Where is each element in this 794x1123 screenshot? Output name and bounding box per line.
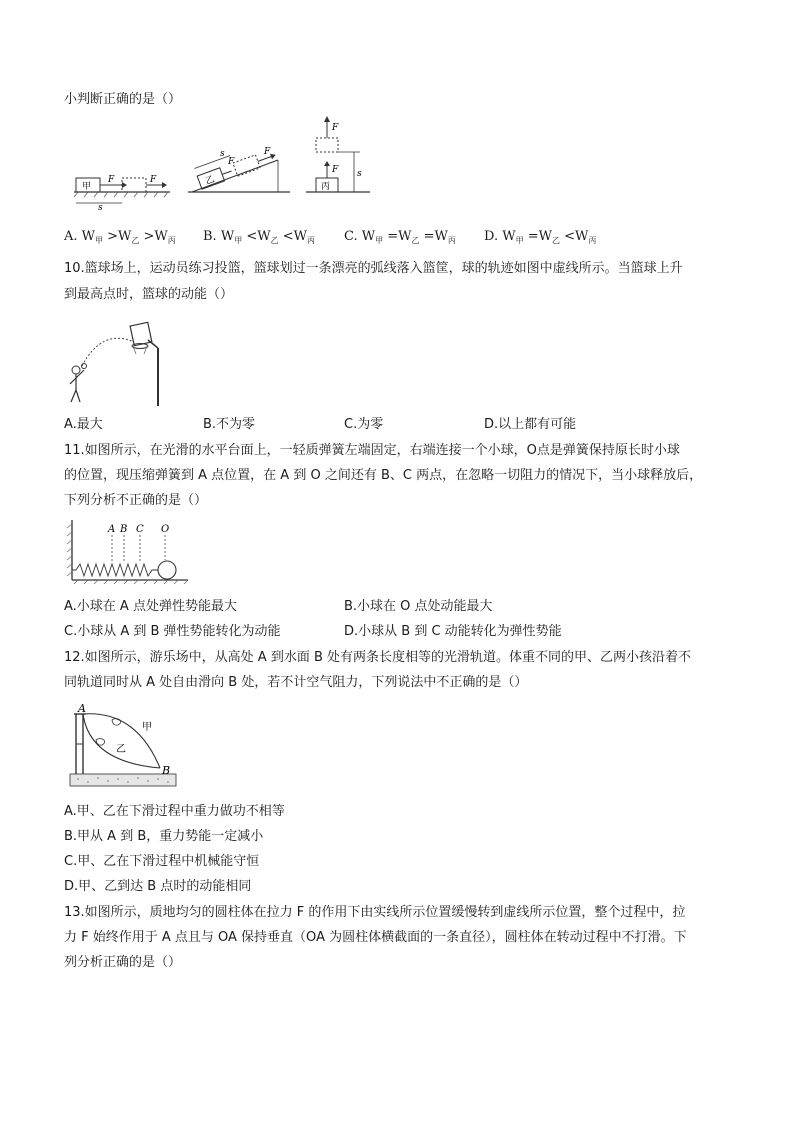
q9-option-d-sub2: 乙 bbox=[551, 236, 560, 245]
q9-fig-label-F2: F bbox=[150, 175, 157, 185]
q9-option-b-prefix: B. W bbox=[203, 229, 235, 244]
q11-option-a[interactable]: A.小球在 A 点处弹性势能最大 bbox=[64, 599, 237, 614]
q12-option-c[interactable]: C.甲、乙在下滑过程中机械能守恒 bbox=[64, 854, 260, 869]
q12-fig-label-yi: 乙 bbox=[116, 744, 126, 755]
q10-option-a[interactable]: A.最大 bbox=[64, 417, 103, 432]
q9-option-b-op1: <W bbox=[242, 229, 271, 244]
q9-option-a-sub2: 乙 bbox=[131, 236, 140, 245]
q11-stem-line2: 的位置，现压缩弹簧到 A 点位置，在 A 到 O 之间还有 B、C 两点，在忽略一切阻力的情况下，当小球释放后， bbox=[64, 468, 703, 483]
q11-figure-spring bbox=[64, 518, 194, 586]
q9-fig-label-s3: s bbox=[357, 169, 362, 179]
q9-fig-label-s1: s bbox=[98, 203, 103, 213]
q9-fig-label-F4: F bbox=[264, 147, 271, 157]
q12-stem-line1: 12.如图所示，游乐场中，从高处 A 到水面 B 处有两条长度相等的光滑轨道。体重不同的甲、乙两小孩沿着不 bbox=[64, 650, 692, 665]
q12-fig-label-B: B bbox=[162, 764, 171, 777]
q11-fig-label-O: O bbox=[161, 524, 170, 535]
q9-option-d-sub1: 甲 bbox=[515, 236, 524, 245]
q11-option-d[interactable]: D.小球从 B 到 C 动能转化为弹性势能 bbox=[344, 624, 562, 639]
q12-option-d[interactable]: D.甲、乙到达 B 点时的动能相同 bbox=[64, 879, 252, 894]
q9-fig-label-bing: 丙 bbox=[321, 182, 331, 192]
q9-fig-label-s2: s bbox=[220, 149, 225, 159]
q9-option-a[interactable] bbox=[64, 228, 176, 250]
q12-option-a[interactable]: A.甲、乙在下滑过程中重力做功不相等 bbox=[64, 804, 285, 819]
q9-option-c-sub2: 乙 bbox=[411, 236, 420, 245]
q11-stem-line3: 下列分析不正确的是（） bbox=[64, 493, 208, 508]
q9-option-c-sub1: 甲 bbox=[375, 236, 384, 245]
q11-fig-label-B: B bbox=[120, 524, 128, 535]
q9-option-a-op1: >W bbox=[103, 229, 132, 244]
q12-fig-label-jia: 甲 bbox=[142, 722, 152, 733]
q11-option-b[interactable]: B.小球在 O 点处动能最大 bbox=[344, 599, 493, 614]
q9-stem-tail: 小判断正确的是（） bbox=[64, 92, 182, 107]
q13-stem-line3: 列分析正确的是（） bbox=[64, 955, 182, 970]
q10-option-d[interactable]: D.以上都有可能 bbox=[484, 417, 577, 432]
q10-option-c[interactable]: C.为零 bbox=[344, 417, 384, 432]
q9-option-b-sub2: 乙 bbox=[270, 236, 279, 245]
q9-fig-label-jia: 甲 bbox=[82, 182, 92, 192]
q9-option-c-op1: =W bbox=[383, 229, 412, 244]
q9-option-c[interactable] bbox=[344, 228, 456, 250]
q9-option-d[interactable] bbox=[484, 228, 596, 250]
q9-fig-label-F5: F bbox=[332, 165, 339, 175]
q13-stem-line1: 13.如图所示，质地均匀的圆柱体在拉力 F 的作用下由实线所示位置缓慢转到虚线所示位置，整个过程中，拉 bbox=[64, 905, 686, 920]
q9-fig-label-F3: F bbox=[228, 157, 235, 167]
q9-option-c-op2: =W bbox=[419, 229, 448, 244]
q9-option-a-op2: >W bbox=[139, 229, 168, 244]
q9-fig-label-F1: F bbox=[108, 175, 115, 185]
q9-option-a-sub1: 甲 bbox=[95, 236, 104, 245]
q9-option-b-op2: <W bbox=[278, 229, 307, 244]
q9-option-d-op1: =W bbox=[523, 229, 552, 244]
q9-fig-label-F6: F bbox=[332, 123, 339, 133]
q12-stem-line2: 同轨道同时从 A 处自由滑向 B 处，若不计空气阻力，下列说法中不正确的是（） bbox=[64, 675, 528, 690]
q11-option-c[interactable]: C.小球从 A 到 B 弹性势能转化为动能 bbox=[64, 624, 281, 639]
q12-fig-label-A: A bbox=[78, 702, 86, 715]
q9-option-b[interactable] bbox=[203, 228, 315, 250]
q9-option-d-sub3: 丙 bbox=[588, 236, 597, 245]
q10-figure-basketball bbox=[62, 318, 172, 408]
q9-option-d-op2: <W bbox=[559, 229, 589, 244]
q11-stem-line1: 11.如图所示，在光滑的水平台面上，一轻质弹簧左端固定，右端连接一个小球，O点是弹簧保持原长时小球 bbox=[64, 443, 680, 458]
q10-stem-line2: 到最高点时，篮球的动能（） bbox=[64, 287, 234, 302]
q10-option-b[interactable]: B.不为零 bbox=[203, 417, 256, 432]
q11-fig-label-C: C bbox=[136, 524, 144, 535]
q9-option-c-prefix: C. W bbox=[344, 229, 376, 244]
q9-option-c-sub3: 丙 bbox=[447, 236, 456, 245]
q12-option-b[interactable]: B.甲从 A 到 B，重力势能一定减小 bbox=[64, 829, 264, 844]
q11-fig-label-A: A bbox=[108, 524, 116, 535]
q12-figure-slides bbox=[66, 700, 186, 792]
q9-fig-label-yi: 乙 bbox=[204, 174, 217, 188]
q9-figure bbox=[70, 112, 370, 212]
q10-stem-line1: 10.篮球场上，运动员练习投篮，篮球划过一条漂亮的弧线落入篮筐，球的轨迹如图中虚线所示。当篮球上升 bbox=[64, 261, 683, 276]
q9-option-a-prefix: A. W bbox=[64, 229, 96, 244]
q9-option-d-prefix: D. W bbox=[484, 229, 516, 244]
q13-stem-line2: 力 F 始终作用于 A 点且与 OA 保持垂直（OA 为圆柱体横截面的一条直径），圆柱体在转动过程中不打滑。下 bbox=[64, 930, 687, 945]
q9-option-b-sub1: 甲 bbox=[234, 236, 243, 245]
q9-option-a-sub3: 丙 bbox=[167, 236, 176, 245]
q9-option-b-sub3: 丙 bbox=[306, 236, 315, 245]
